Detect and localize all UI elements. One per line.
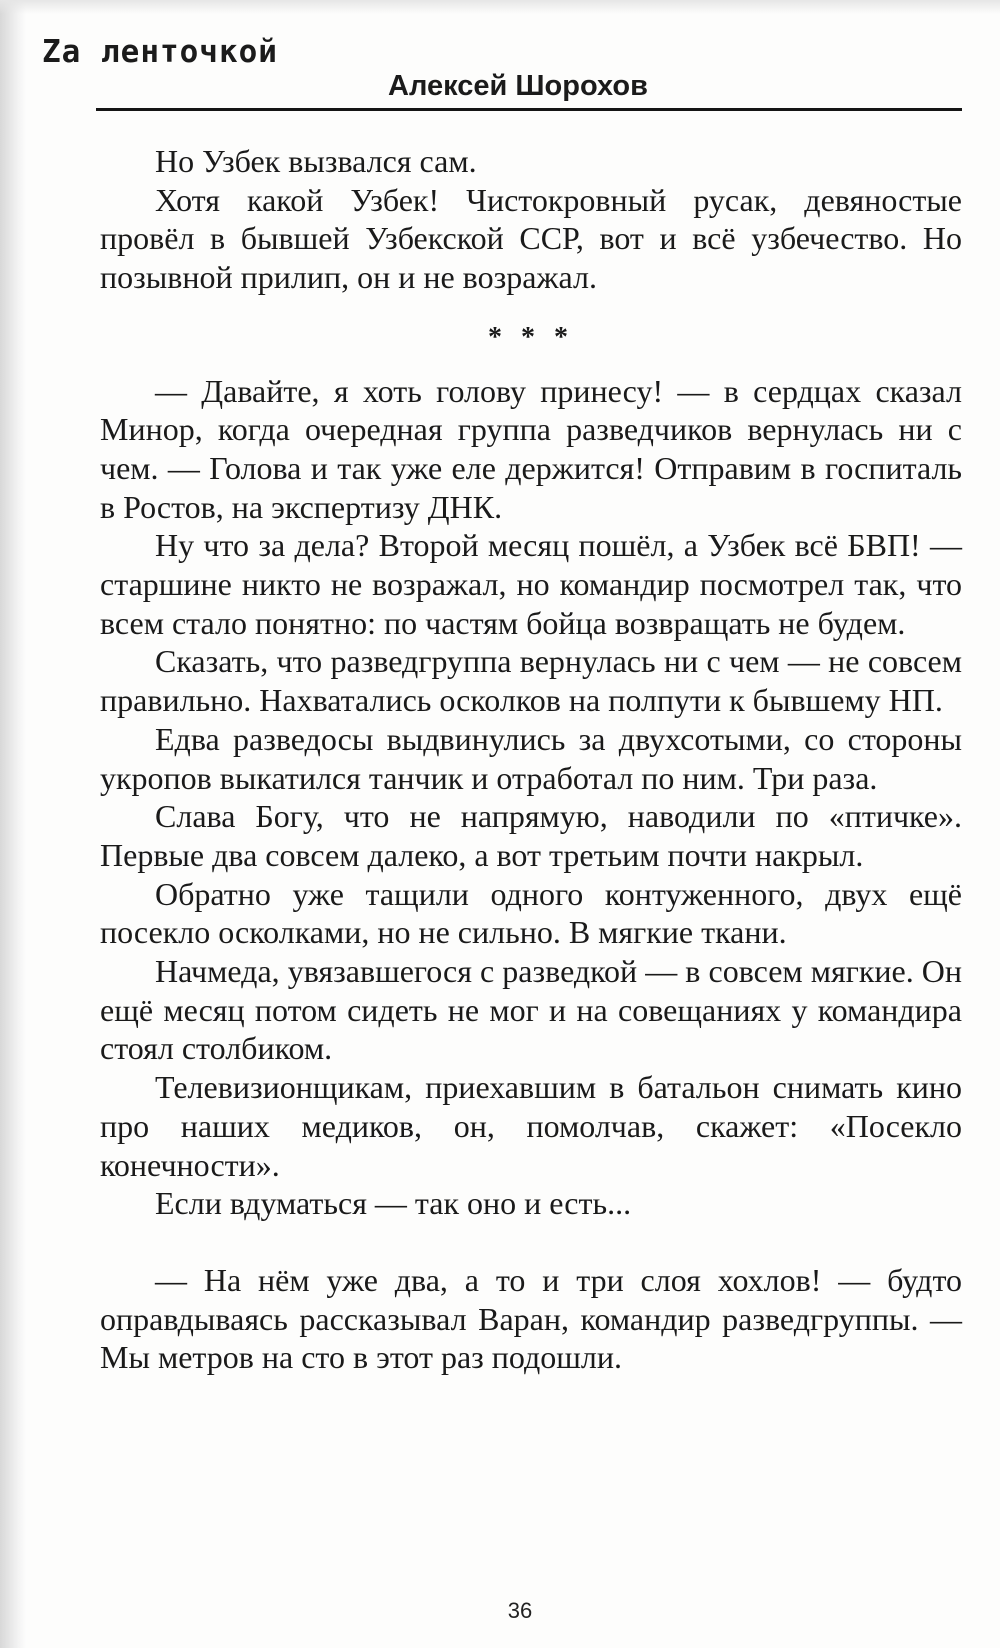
page-top-shadow <box>0 0 1000 14</box>
author-name: Алексей Шорохов <box>388 70 648 102</box>
body-text <box>100 142 962 1377</box>
paragraph: Начмеда, увязавшегося с разведкой — в совсем мягкие. Он ещё месяц потом сидеть не мог и на совещаниях у командира стоял столбиком. <box>100 953 962 1067</box>
series-title: Zа ленточкой <box>42 34 278 70</box>
paragraph: Хотя какой Узбек! Чистокровный русак, девяностые провёл в бывшей Узбекской ССР, вот и всё узбечество. Но позывной прилип, он и не возражал. <box>100 181 962 296</box>
paragraph: Телевизионщикам, приехавшим в батальон снимать кино про наших медиков, он, помолчав, скажет: «Посекло конечности». <box>100 1069 962 1183</box>
paragraph: Сказать, что разведгруппа вернулась ни с чем — не совсем правильно. Нахватались осколков на полпути к бывшему НП. <box>100 643 962 719</box>
header-rule <box>96 108 962 111</box>
paragraph: Слава Богу, что не напрямую, наводили по «птичке». Первые два совсем далеко, а вот третьим почти накрыл. <box>100 798 962 873</box>
running-header <box>42 22 962 114</box>
section-separator: * * * <box>488 321 574 353</box>
paragraph: — На нём уже два, а то и три слоя хохлов! — будто оправдываясь рассказывал Варан, командир разведгруппы. — Мы метров на сто в этот раз подошли. <box>100 1261 962 1376</box>
paragraph: Ну что за дела? Второй месяц пошёл, а Узбек всё БВП! — старшине никто не возражал, но командир посмотрел так, что всем стало понятно: по частям бойца возвращать не будем. <box>100 527 962 641</box>
paragraph: Если вдуматься — так оно и есть... <box>155 1185 632 1222</box>
page-number: 36 <box>507 1598 533 1623</box>
paragraph: Едва разведосы выдвинулись за двухсотыми, со стороны укропов выкатился танчик и отработал по ним. Три раза. <box>100 720 962 796</box>
paragraph: Но Узбек вызвался сам. <box>155 143 477 179</box>
paragraph: Обратно уже тащили одного контуженного, двух ещё посекло осколками, но не сильно. В мягкие ткани. <box>100 875 962 951</box>
page-spine-shadow <box>0 0 26 1648</box>
paragraph: — Давайте, я хоть голову принесу! — в сердцах сказал Минор, когда очередная группа разведчиков вернулась ни с чем. — Голова и так уже еле держится! Отправим в госпиталь в Ростов, на экспертизу ДНК. <box>100 372 962 525</box>
